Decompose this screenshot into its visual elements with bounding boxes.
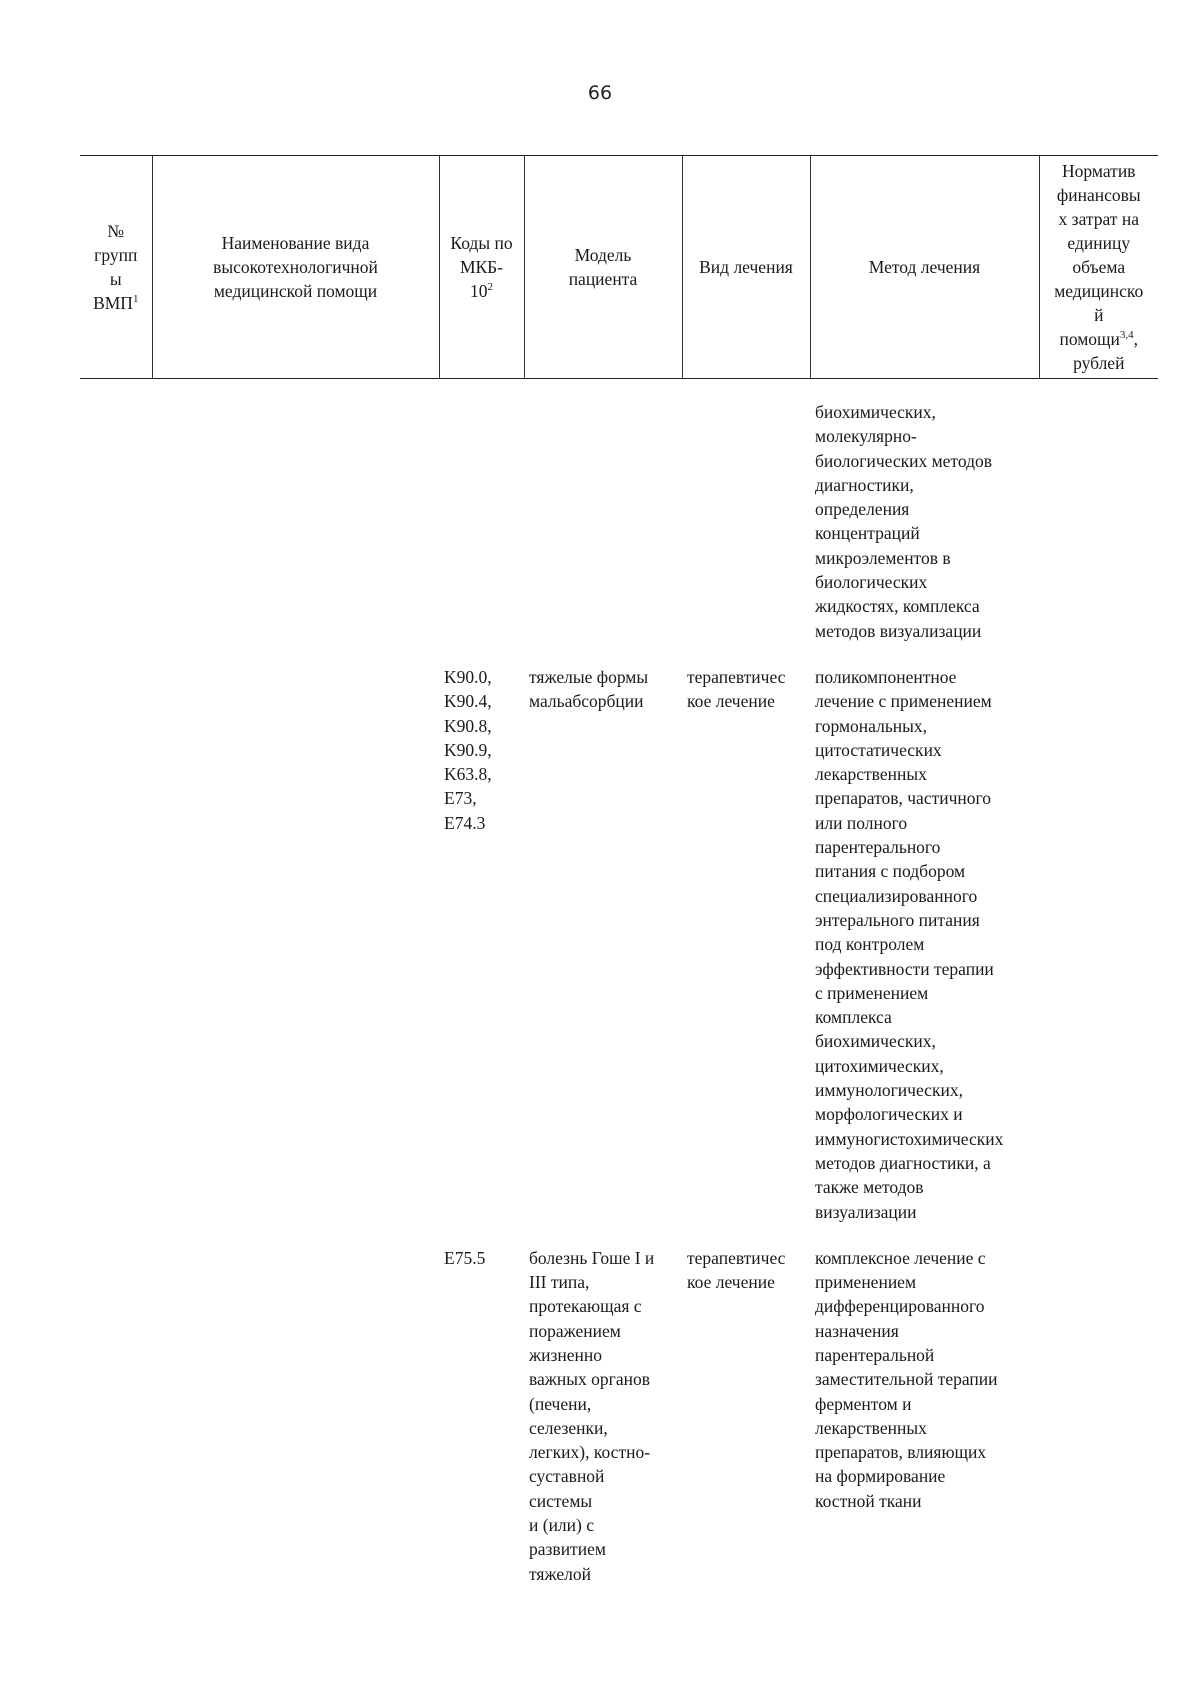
cost-cell (1039, 400, 1158, 665)
group-cell (80, 665, 152, 1246)
kind-cell (682, 400, 810, 665)
cost-cell (1039, 1246, 1158, 1586)
kind-cell: терапевтичес кое лечение (687, 1247, 786, 1293)
name-cell (152, 1246, 439, 1586)
method-cell: поликомпонентное лечение с применением гормональных, цитостатических лекарственных препаратов, частичного или полного парентерального питания с подбором специализированного энтерального питания под контролем эффективности терапии с применением комплекса биохимических, цитохимических, иммунологических, морфологических и иммуногистохимических методов диагностики, а также методов визуализации (815, 666, 1004, 1222)
header-care-type-name: Наименование вида высокотехнологичной медицинской помощи (152, 156, 439, 379)
method-cell: биохимических, молекулярно- биологических методов диагностики, определения концентраций микроэлементов в биологических жидкостях, комплекса методов визуализации (815, 402, 992, 641)
table-row (80, 400, 1158, 665)
header-patient-model: Модель пациента (524, 156, 682, 379)
model-cell: болезнь Гоше I и III типа, протекающая с поражением жизненно важных органов (печени, селезенки, легких), костно- суставной системы и (или) с развитием тяжелой (529, 1247, 655, 1584)
codes-cell: E75.5 (444, 1247, 486, 1268)
name-cell (152, 400, 439, 665)
codes-cell (439, 400, 524, 665)
group-cell (80, 1246, 152, 1586)
codes-cell: K90.0, K90.4, K90.8, K90.9, K63.8, E73, E74.3 (444, 666, 492, 833)
header-cost-standard: Норматив финансовы х затрат на единицу объема медицинско й помощи$^{3,4}$, рублей (1039, 156, 1158, 379)
model-cell (524, 400, 682, 665)
model-cell: тяжелые формы мальабсорбции (529, 666, 649, 712)
header-treatment-method: Метод лечения (810, 156, 1039, 379)
page-number: 66 (587, 82, 613, 104)
cost-cell (1039, 665, 1158, 1246)
table-row (80, 665, 1158, 1246)
table-header (80, 155, 1158, 379)
method-cell: комплексное лечение с применением дифференцированного назначения парентеральной заместительной терапии ферментом и лекарственных препаратов, влияющих на формирование костной ткани (815, 1247, 998, 1511)
header-icd-codes: Коды по МКБ- $10^2$ (439, 156, 524, 379)
table-body (80, 400, 1158, 1586)
header-treatment-kind: Вид лечения (682, 156, 810, 379)
table-row (80, 1246, 1158, 1586)
group-cell (80, 400, 152, 665)
header-group-number: № групп ы ВМП$^1$ (80, 156, 152, 379)
name-cell (152, 665, 439, 1246)
kind-cell: терапевтичес кое лечение (687, 666, 786, 712)
